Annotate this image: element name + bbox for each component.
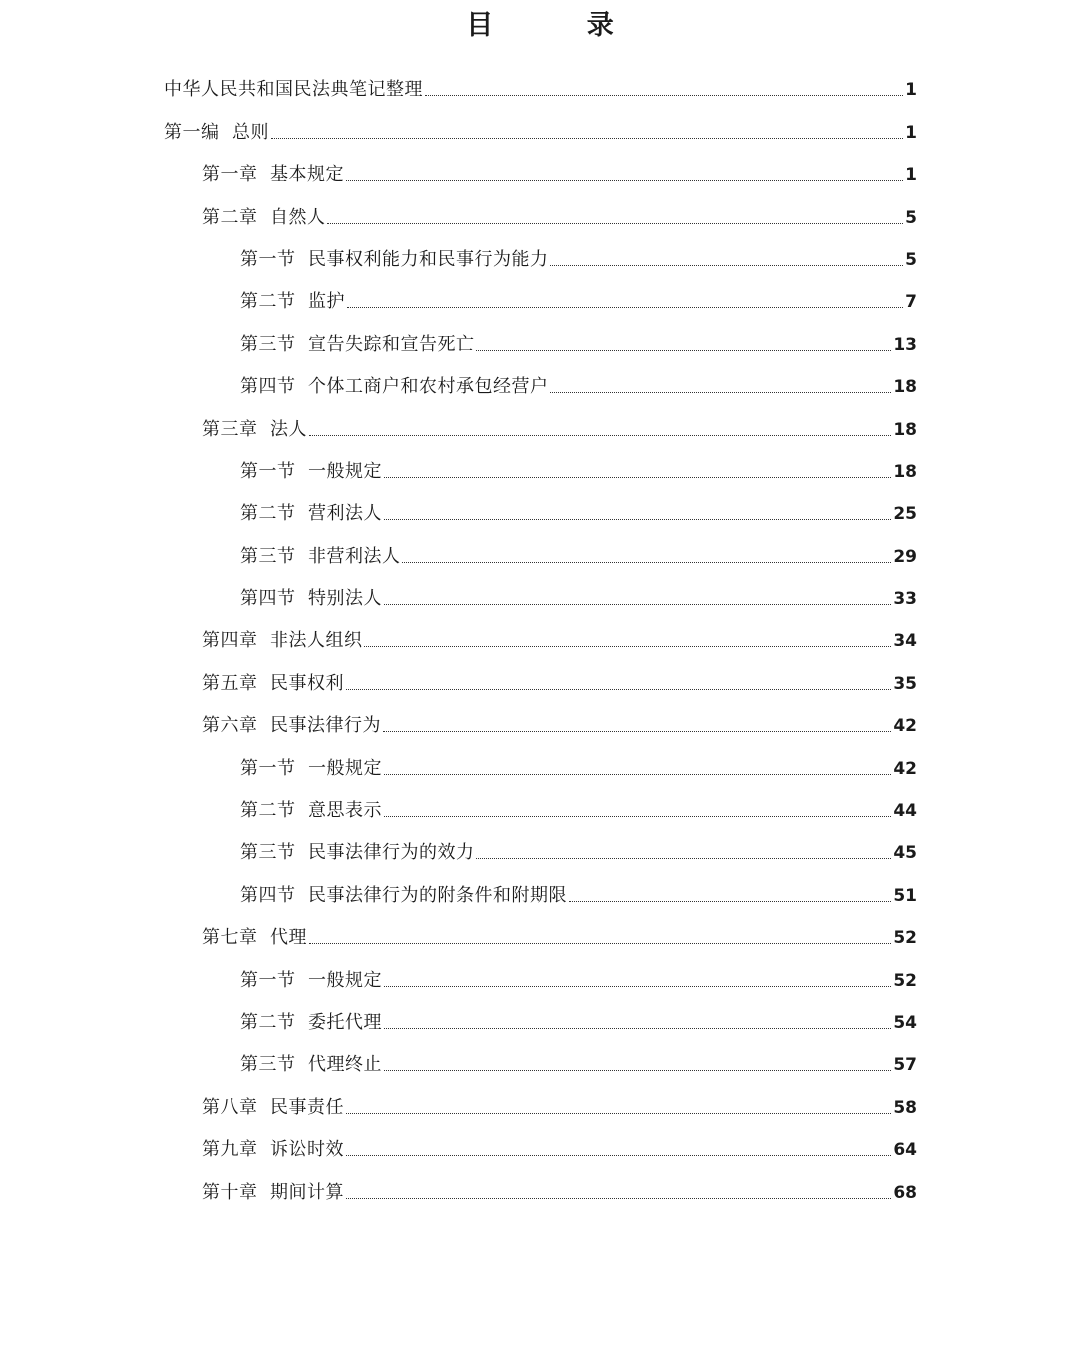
toc-entry-inner [240, 970, 1080, 992]
toc-page-number: 42 [893, 758, 917, 779]
toc-entry[interactable] [0, 451, 1080, 493]
toc-entry-text: 第一节 一般规定 [240, 757, 382, 779]
toc-entry-text: 第三节 宣告失踪和宣告死亡 [240, 333, 475, 355]
toc-entry-inner [202, 419, 1080, 441]
toc-entry-inner [240, 334, 1080, 356]
toc-dot-leader [384, 986, 891, 987]
toc-page-number: 57 [893, 1055, 917, 1076]
toc-page-number: 29 [893, 546, 917, 567]
toc-dot-leader [384, 604, 891, 605]
toc-entry[interactable] [0, 1002, 1080, 1044]
toc-entry-inner [240, 1012, 1080, 1034]
toc-dot-leader [309, 435, 891, 436]
toc-dot-leader [384, 519, 891, 520]
toc-page-number: 1 [905, 122, 917, 143]
toc-entry-text: 第二章 自然人 [202, 206, 326, 228]
toc-page-number: 58 [893, 1097, 917, 1118]
toc-entry-text: 第一节 民事权利能力和民事行为能力 [240, 248, 549, 270]
toc-entry-inner [202, 630, 1080, 652]
toc-entry-text: 第一编 总则 [164, 121, 269, 143]
toc-dot-leader [476, 858, 891, 859]
toc-entry[interactable] [0, 154, 1080, 196]
toc-entry-inner [202, 673, 1080, 695]
toc-dot-leader [346, 180, 903, 181]
toc-entry[interactable] [0, 366, 1080, 408]
toc-page-number: 33 [893, 589, 917, 610]
toc-entry-text: 第七章 代理 [202, 927, 307, 949]
toc-entry[interactable] [0, 408, 1080, 450]
toc-entry-inner [240, 249, 1080, 271]
toc-entry[interactable] [0, 111, 1080, 153]
toc-entry-inner [240, 1054, 1080, 1076]
toc-entry-text: 第一节 一般规定 [240, 969, 382, 991]
toc-dot-leader [347, 307, 903, 308]
toc-entry-inner [202, 715, 1080, 737]
toc-page-number: 13 [893, 334, 917, 355]
toc-dot-leader [550, 265, 903, 266]
toc-entry-text: 第三节 代理终止 [240, 1054, 382, 1076]
toc-entry[interactable] [0, 705, 1080, 747]
toc-entry-text: 第四节 特别法人 [240, 588, 382, 610]
toc-entry-inner [240, 546, 1080, 568]
toc-dot-leader [569, 901, 891, 902]
toc-dot-leader [550, 392, 891, 393]
toc-entry[interactable] [0, 917, 1080, 959]
toc-entry[interactable] [0, 1044, 1080, 1086]
toc-dot-leader [384, 774, 891, 775]
toc-entry-text: 第四章 非法人组织 [202, 630, 363, 652]
toc-entry[interactable] [0, 493, 1080, 535]
toc-entry-inner [202, 164, 1080, 186]
toc-page-number: 54 [893, 1012, 917, 1033]
toc-page-number: 25 [893, 504, 917, 525]
toc-entry-text: 第四节 民事法律行为的附条件和附期限 [240, 884, 567, 906]
toc-dot-leader [327, 223, 903, 224]
toc-dot-leader [383, 731, 891, 732]
toc-page-number: 1 [905, 80, 917, 101]
toc-page-number: 51 [893, 885, 917, 906]
toc-entry[interactable] [0, 662, 1080, 704]
toc-entry-inner [240, 800, 1080, 822]
toc-entry-text: 第六章 民事法律行为 [202, 715, 381, 737]
toc-entry[interactable] [0, 69, 1080, 111]
toc-page-number: 18 [893, 377, 917, 398]
toc-page-number: 7 [905, 292, 917, 313]
toc-page-number: 64 [893, 1140, 917, 1161]
toc-entry-inner [240, 461, 1080, 483]
toc-entry-inner [164, 79, 1080, 101]
toc-entry-text: 第二节 委托代理 [240, 1011, 382, 1033]
toc-page-number: 18 [893, 419, 917, 440]
toc-dot-leader [384, 477, 891, 478]
toc-entry-text: 第一节 一般规定 [240, 460, 382, 482]
toc-entry-text: 中华人民共和国民法典笔记整理 [164, 79, 423, 101]
toc-dot-leader [346, 1198, 891, 1199]
toc-entry[interactable] [0, 578, 1080, 620]
toc-entry-inner [240, 885, 1080, 907]
toc-page-number: 5 [905, 207, 917, 228]
toc-entry[interactable] [0, 535, 1080, 577]
toc-entry-inner [240, 503, 1080, 525]
toc-dot-leader [346, 1155, 891, 1156]
toc-entry-text: 第三章 法人 [202, 418, 307, 440]
toc-entry-inner [202, 927, 1080, 949]
toc-entry[interactable] [0, 832, 1080, 874]
toc-dot-leader [425, 95, 903, 96]
toc-dot-leader [384, 1028, 891, 1029]
toc-page-number: 68 [893, 1182, 917, 1203]
toc-page-number: 52 [893, 928, 917, 949]
toc-page-number: 5 [905, 249, 917, 270]
table-of-contents [0, 69, 1080, 1214]
toc-entry-text: 第二节 监护 [240, 291, 345, 313]
toc-entry[interactable] [0, 747, 1080, 789]
toc-dot-leader [384, 816, 891, 817]
toc-entry-inner [240, 291, 1080, 313]
page-title: 目 录 [466, 10, 656, 41]
toc-dot-leader [346, 1113, 891, 1114]
toc-entry[interactable] [0, 239, 1080, 281]
toc-page-number: 1 [905, 165, 917, 186]
toc-entry-text: 第五章 民事权利 [202, 672, 344, 694]
toc-entry[interactable] [0, 790, 1080, 832]
toc-entry[interactable] [0, 959, 1080, 1001]
toc-entry-text: 第三节 民事法律行为的效力 [240, 842, 475, 864]
toc-entry-text: 第八章 民事责任 [202, 1096, 344, 1118]
toc-entry[interactable] [0, 281, 1080, 323]
toc-entry-inner [202, 1139, 1080, 1161]
toc-page-number: 34 [893, 631, 917, 652]
toc-entry-text: 第三节 非营利法人 [240, 545, 401, 567]
toc-entry-inner [202, 1097, 1080, 1119]
toc-dot-leader [476, 350, 891, 351]
toc-page-number: 52 [893, 970, 917, 991]
toc-entry-text: 第一章 基本规定 [202, 164, 344, 186]
toc-entry-inner [240, 842, 1080, 864]
toc-dot-leader [309, 943, 891, 944]
toc-entry-inner [202, 1182, 1080, 1204]
toc-entry-inner [164, 122, 1080, 144]
toc-entry-inner [240, 376, 1080, 398]
toc-entry[interactable] [0, 1171, 1080, 1213]
toc-entry[interactable] [0, 1129, 1080, 1171]
toc-entry[interactable] [0, 874, 1080, 916]
toc-dot-leader [364, 646, 891, 647]
toc-page-number: 18 [893, 461, 917, 482]
toc-page-number: 42 [893, 716, 917, 737]
toc-entry-text: 第四节 个体工商户和农村承包经营户 [240, 376, 549, 398]
toc-entry-inner [240, 758, 1080, 780]
toc-dot-leader [402, 562, 891, 563]
toc-entry[interactable] [0, 196, 1080, 238]
toc-entry-text: 第二节 营利法人 [240, 503, 382, 525]
toc-entry-text: 第九章 诉讼时效 [202, 1139, 344, 1161]
toc-dot-leader [271, 138, 903, 139]
toc-entry[interactable] [0, 620, 1080, 662]
toc-entry-text: 第十章 期间计算 [202, 1181, 344, 1203]
toc-entry[interactable] [0, 1086, 1080, 1128]
toc-dot-leader [384, 1070, 891, 1071]
toc-page-number: 44 [893, 801, 917, 822]
toc-page-number: 45 [893, 843, 917, 864]
toc-entry-inner [240, 588, 1080, 610]
toc-dot-leader [346, 689, 891, 690]
toc-entry-text: 第二节 意思表示 [240, 800, 382, 822]
toc-page-number: 35 [893, 673, 917, 694]
toc-entry[interactable] [0, 323, 1080, 365]
toc-entry-inner [202, 207, 1080, 229]
